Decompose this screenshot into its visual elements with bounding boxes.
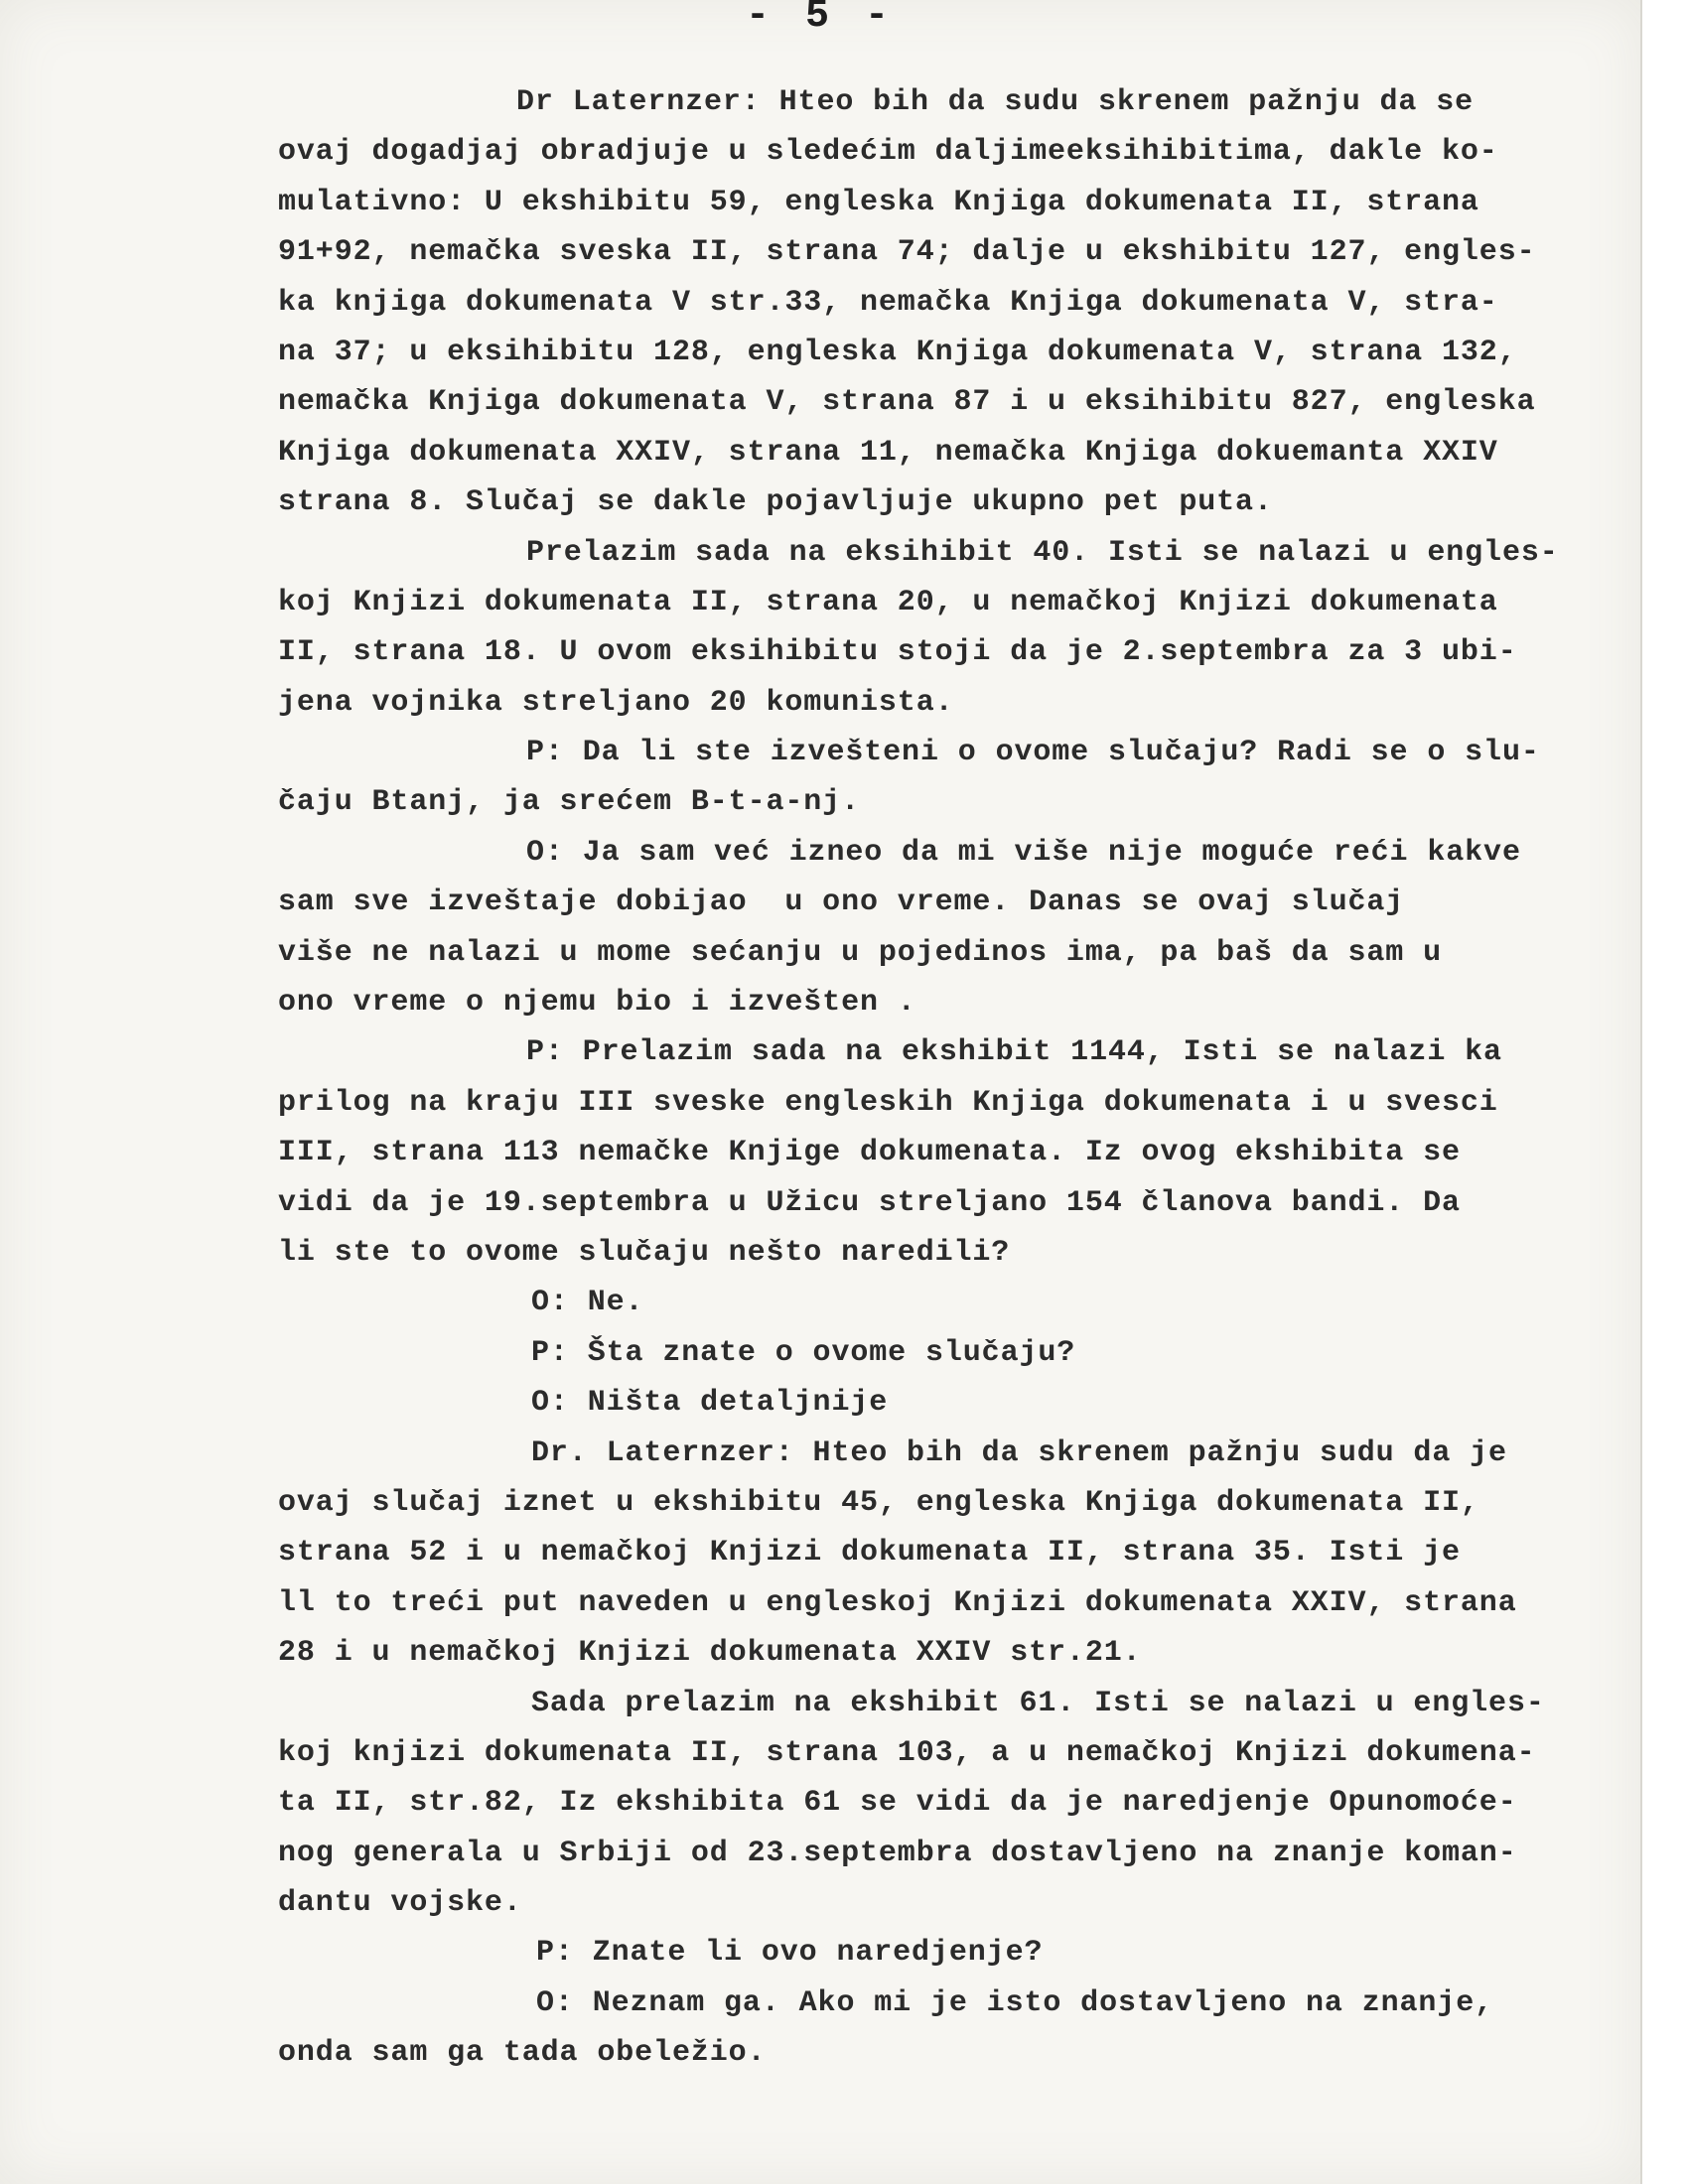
text-line: koj knjizi dokumenata II, strana 103, a u nemačkoj Knjizi dokumena- — [278, 1735, 1536, 1770]
text-line: O: Ne. — [531, 1286, 644, 1320]
text-line: Knjiga dokumenata XXIV, strana 11, nemačka Knjiga dokuemanta XXIV — [278, 435, 1498, 470]
page-number: - 5 - — [745, 0, 896, 39]
text-line: ono vreme o njemu bio i izvešten . — [278, 986, 916, 1021]
text-line: O: Neznam ga. Ako mi je isto dostavljeno na znanje, — [536, 1985, 1494, 2020]
text-line: Dr. Laternzer: Hteo bih da skrenem pažnju sudu da je — [531, 1435, 1507, 1470]
text-line: P: Šta znate o ovome slučaju? — [531, 1335, 1076, 1370]
text-line: na 37; u eksihibitu 128, engleska Knjiga dokumenata V, strana 132, — [278, 335, 1517, 369]
text-line: ovaj dogadjaj obradjuje u sledećim daljimeeksihibitima, dakle ko- — [278, 135, 1498, 170]
text-line: sam sve izveštaje dobijao u ono vreme. Danas se ovaj slučaj — [278, 886, 1405, 920]
text-line: 91+92, nemačka sveska II, strana 74; dalje u ekshibitu 127, engles- — [278, 235, 1536, 270]
text-line: III, strana 113 nemačke Knjige dokumenata. Iz ovog ekshibita se — [278, 1136, 1461, 1170]
text-line: ll to treći put naveden u engleskoj Knjizi dokumenata XXIV, strana — [278, 1585, 1517, 1620]
text-line: II, strana 18. U ovom eksihibitu stoji da je 2.septembra za 3 ubi- — [278, 635, 1517, 670]
page-edge — [1640, 0, 1688, 2184]
text-line: onda sam ga tada obeležio. — [278, 2036, 767, 2071]
text-line: strana 8. Slučaj se dakle pojavljuje ukupno pet puta. — [278, 485, 1273, 520]
text-line: prilog na kraju III sveske engleskih Knjiga dokumenata i u svesci — [278, 1085, 1498, 1120]
text-line: nog generala u Srbiji od 23.septembra dostavljeno na znanje koman- — [278, 1836, 1517, 1870]
text-line: nemačka Knjiga dokumenata V, strana 87 i u eksihibitu 827, engleska — [278, 385, 1536, 420]
text-line: ovaj slučaj iznet u ekshibitu 45, engleska Knjiga dokumenata II, — [278, 1485, 1479, 1520]
text-line: ka knjiga dokumenata V str.33, nemačka Knjiga dokumenata V, stra- — [278, 285, 1498, 320]
text-line: koj Knjizi dokumenata II, strana 20, u nemačkoj Knjizi dokumenata — [278, 585, 1498, 619]
text-line: više ne nalazi u mome sećanju u pojedinos ima, pa baš da sam u — [278, 935, 1442, 970]
document-body — [278, 77, 1628, 2079]
text-line: Dr Laternzer: Hteo bih da sudu skrenem pažnju da se — [516, 85, 1475, 119]
text-line: ta II, str.82, Iz ekshibita 61 se vidi da je naredjenje Opunomoće- — [278, 1786, 1517, 1821]
text-line: vidi da je 19.septembra u Užicu streljano 154 članova bandi. Da — [278, 1185, 1461, 1220]
text-line: Prelazim sada na eksihibit 40. Isti se nalazi u engles- — [526, 535, 1559, 570]
text-line: 28 i u nemačkoj Knjizi dokumenata XXIV str.21. — [278, 1636, 1142, 1671]
text-line: P: Da li ste izvešteni o ovome slučaju? Radi se o slu- — [526, 736, 1540, 770]
text-line: P: Znate li ovo naredjenje? — [536, 1936, 1044, 1971]
text-line: P: Prelazim sada na ekshibit 1144, Isti se nalazi ka — [526, 1035, 1502, 1070]
text-line: dantu vojske. — [278, 1886, 522, 1921]
text-line: li ste to ovome slučaju nešto naredili? — [278, 1235, 1011, 1270]
text-line: O: Ništa detaljnije — [531, 1386, 889, 1421]
text-line: Sada prelazim na ekshibit 61. Isti se nalazi u engles- — [531, 1686, 1545, 1720]
text-line: mulativno: U ekshibitu 59, engleska Knjiga dokumenata II, strana — [278, 185, 1479, 219]
text-line: čaju Btanj, ja srećem B-t-a-nj. — [278, 785, 860, 820]
text-line: jena vojnika streljano 20 komunista. — [278, 685, 954, 720]
text-line: O: Ja sam već izneo da mi više nije moguće reći kakve — [526, 835, 1521, 870]
text-line: strana 52 i u nemačkoj Knjizi dokumenata II, strana 35. Isti je — [278, 1536, 1461, 1570]
